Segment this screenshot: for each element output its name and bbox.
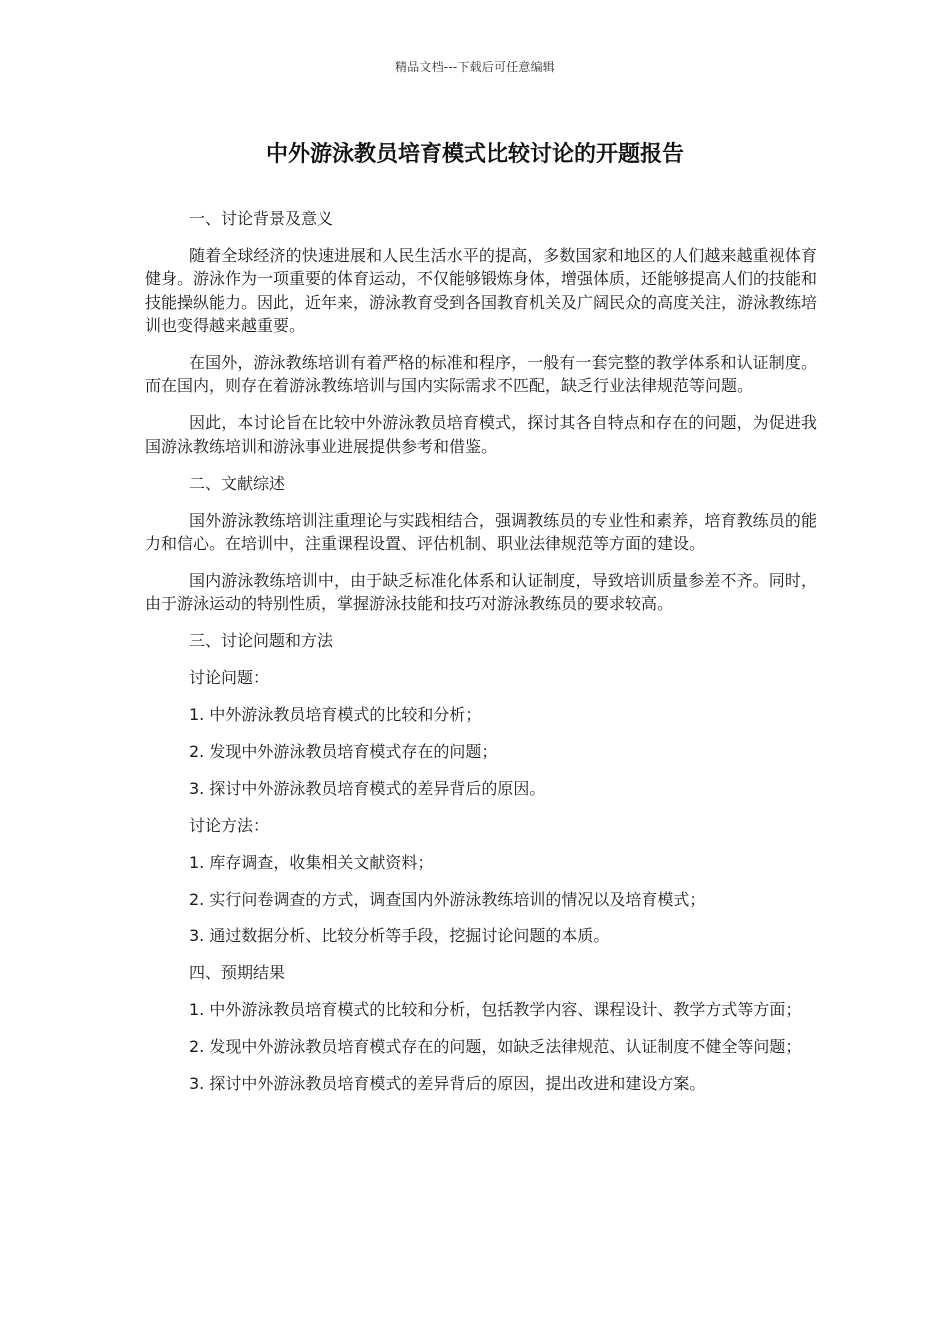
list-item: 1. 中外游泳教员培育模式的比较和分析，包括教学内容、课程设计、教学方式等方面；: [189, 1000, 802, 1020]
list-item: 3. 通过数据分析、比较分析等手段，挖掘讨论问题的本质。: [189, 926, 610, 946]
list-item: 3. 探讨中外游泳教员培育模式的差异背后的原因。: [189, 778, 546, 798]
section-heading-background: 一、讨论背景及意义: [189, 209, 334, 228]
section-heading-methods: 三、讨论问题和方法: [189, 631, 334, 651]
document-title: 中外游泳教员培育模式比较讨论的开题报告: [265, 142, 684, 167]
paragraph: 国内游泳教练培训中，由于缺乏标准化体系和认证制度，导致培训质量参差不齐。同时，由于游泳运动的特别性质，掌握游泳技能和技巧对游泳教练员的要求较高。: [145, 570, 817, 614]
list-item: 1. 库存调查，收集相关文献资料；: [189, 852, 434, 872]
document-body: [145, 207, 817, 1109]
questions-label: 讨论问题：: [189, 668, 270, 688]
section-heading-literature: 二、文献综述: [189, 473, 286, 493]
paragraph: 国外游泳教练培训注重理论与实践相结合，强调教练员的专业性和素养，培育教练员的能力和信心。在培训中，注重课程设置、评估机制、职业法律规范等方面的建设。: [145, 510, 817, 553]
list-item: 2. 实行问卷调查的方式，调查国内外游泳教练培训的情况以及培育模式；: [189, 889, 706, 909]
list-item: 1. 中外游泳教员培育模式的比较和分析；: [189, 705, 482, 724]
section-heading-results: 四、预期结果: [189, 963, 286, 983]
list-item: 2. 发现中外游泳教员培育模式存在的问题；: [189, 741, 498, 761]
paragraph: 随着全球经济的快速进展和人民生活水平的提高，多数国家和地区的人们越来越重视体育健身。游泳作为一项重要的体育运动，不仅能够锻炼身体，增强体质，还能够提高人们的技能和技能操纵能力。因此，近年来，游泳教育受到各国教育机关及广阔民众的高度关注，游泳教练培训也变得越来越重要。: [145, 245, 818, 336]
list-item: 2. 发现中外游泳教员培育模式存在的问题，如缺乏法律规范、认证制度不健全等问题；: [189, 1037, 802, 1057]
methods-label: 讨论方法：: [189, 815, 270, 835]
paragraph: 因此，本讨论旨在比较中外游泳教员培育模式，探讨其各自特点和存在的问题，为促进我国游泳教练培训和游泳事业进展提供参考和借鉴。: [145, 413, 817, 456]
paragraph: 在国外，游泳教练培训有着严格的标准和程序，一般有一套完整的教学体系和认证制度。而在国内，则存在着游泳教练培训与国内实际需求不匹配，缺乏行业法律规范等问题。: [145, 353, 817, 396]
header-note: 精品文档---下载后可任意编辑: [395, 60, 555, 74]
list-item: 3. 探讨中外游泳教员培育模式的差异背后的原因，提出改进和建设方案。: [189, 1074, 706, 1094]
